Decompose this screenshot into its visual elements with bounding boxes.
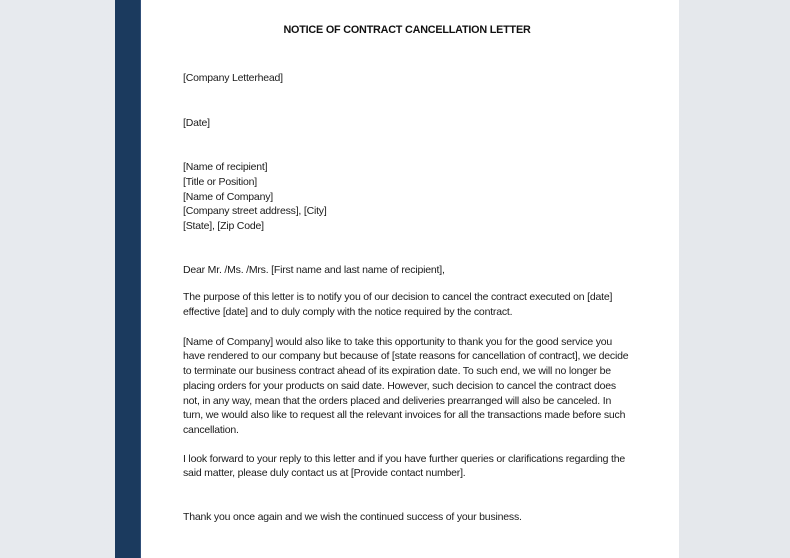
letter-page bbox=[115, 0, 679, 558]
body-paragraph-purpose: The purpose of this letter is to notify you of our decision to cancel the contract executed on [date] effective [date] and to duly comply with the notice required by the contract. bbox=[183, 291, 613, 319]
date-placeholder: [Date] bbox=[183, 117, 210, 130]
body-paragraph-contact: I look forward to your reply to this letter and if you have further queries or clarifications regarding the said matter, please duly contact us at [Provide contact number]. bbox=[183, 452, 625, 480]
recipient-street-line: [Company street address], [City] bbox=[183, 205, 327, 218]
recipient-state-line: [State], [Zip Code] bbox=[183, 219, 264, 232]
letter-content bbox=[183, 0, 631, 558]
recipient-name-line: [Name of recipient] bbox=[183, 161, 268, 174]
recipient-company-line: [Name of Company] bbox=[183, 190, 273, 203]
company-letterhead-placeholder: [Company Letterhead] bbox=[183, 71, 283, 84]
body-paragraph-details: [Name of Company] would also like to take this opportunity to thank you for the good service you have rendered to our company but because of [state reasons for cancellation of contract], we decide to terminate our business contract ahead of its expiration date. To such end, we will no longer be placing orders for your products on said date. However, such decision to cancel the contract does not, in any way, mean that the orders placed and deliveries prearranged will also be canceled. In turn, we would also like to request all the relevant invoices for all the transactions made before such cancellation. bbox=[183, 335, 629, 436]
closing-line: Thank you once again and we wish the continued success of your business. bbox=[183, 511, 522, 524]
recipient-address-block bbox=[183, 160, 631, 234]
salutation: Dear Mr. /Ms. /Mrs. [First name and last name of recipient], bbox=[183, 263, 445, 276]
page-accent-band bbox=[115, 0, 141, 558]
letter-title: NOTICE OF CONTRACT CANCELLATION LETTER bbox=[283, 24, 531, 36]
recipient-title-line: [Title or Position] bbox=[183, 175, 258, 188]
